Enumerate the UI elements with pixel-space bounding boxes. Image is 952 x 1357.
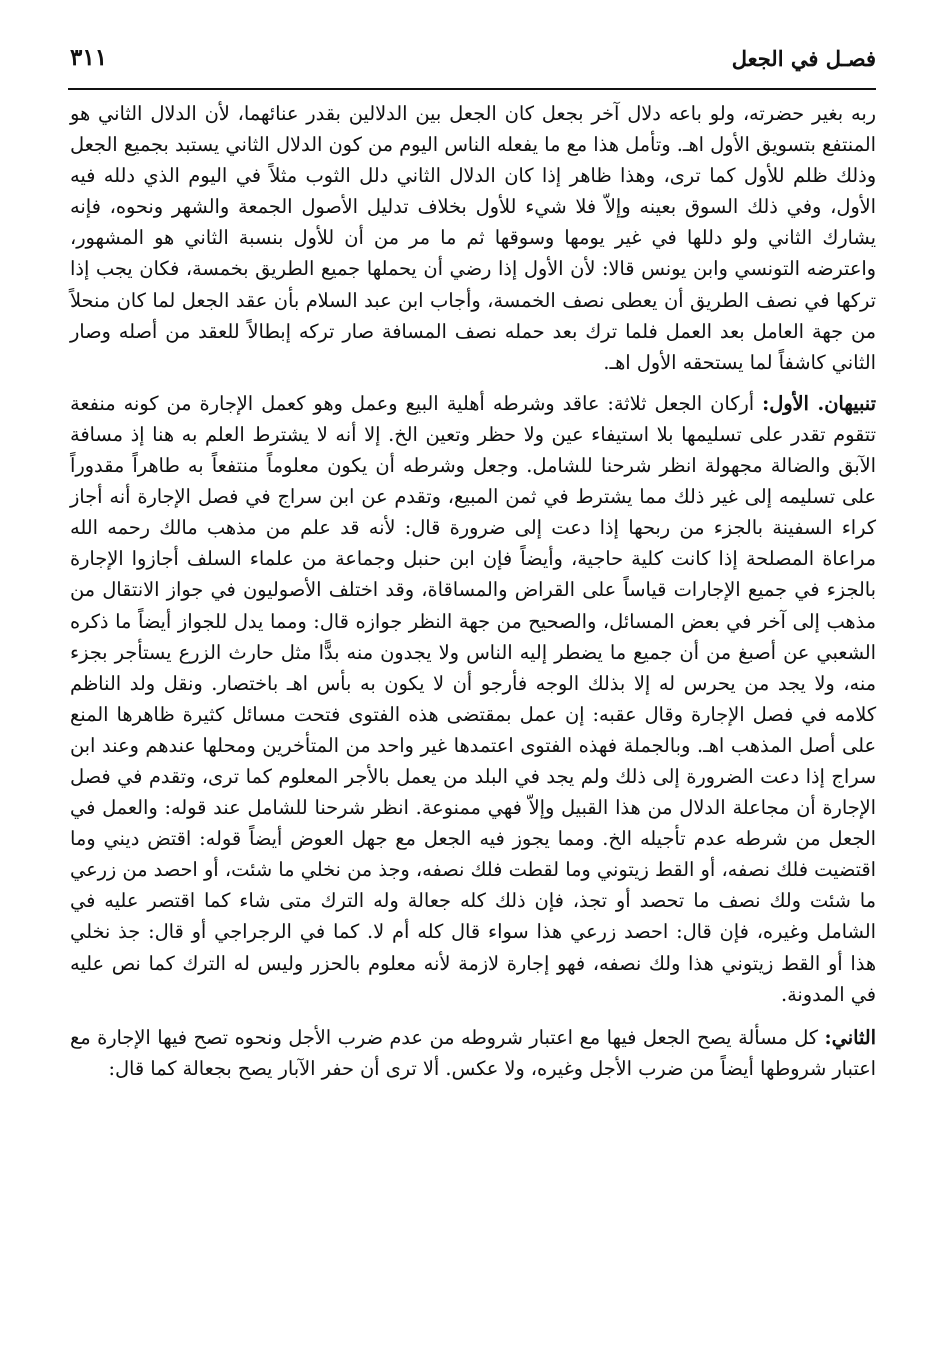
paragraph-text: ربه بغير حضرته، ولو باعه دلال آخر بجعل كان الجعل بين الدلالين بقدر عنائهما، لأن الدلال الثاني هو المنتفع بتسويق الأول اهـ. وتأمل هذا مع ما يفعله الناس اليوم من كون الدلال الثاني يستبد بجميع الجعل وذلك ظلم للأول كما ترى، وهذا ظاهر إذا كان الدلال الثاني دلل الثوب مثلاً في اليوم الذي دلله فيه الأول، وفي ذلك السوق بعينه وإلاّ فلا شيء للأول بخلاف تدليل الأصول الجمعة والشهر ونحوه، فإنه يشارك الثاني ولو دللها في غير يومها وسوقها ثم ما مر من أن للأول بنسبة الثاني هو المشهور، واعترضه التونسي وابن يونس قالا: لأن الأول إذا رضي أن يحملها جميع الطريق بخمسة، فكان يجب إذا تركها في نصف الطريق أن يعطى نصف الخمسة، وأجاب ابن عبد السلام بأن عقد الجعل لما كان منحلاً من جهة العامل بعد العمل فلما ترك بعد حمله نصف المسافة صار تركه إبطالاً للعقد من أصله وصار الثاني كاشفاً لما يستحقه الأول اهـ. <box>70 102 876 374</box>
page-header <box>68 40 876 90</box>
paragraph-text: كل مسألة يصح الجعل فيها مع اعتبار شروطه من عدم ضرب الأجل ونحوه تصح فيها الإجارة مع اعتبار شروطها أيضاً من ضرب الأجل وغيره، ولا عكس. ألا ترى أن حفر الآبار يصح بجعالة كما قال: <box>70 1025 876 1080</box>
paragraph-heading: تنبيهان. الأول: <box>762 391 876 415</box>
body-text <box>70 98 876 1084</box>
page-number: ٣١١ <box>70 44 108 71</box>
paragraph <box>70 1022 876 1084</box>
paragraph-heading: الثاني: <box>824 1025 876 1049</box>
paragraph <box>70 98 876 378</box>
paragraph <box>70 388 876 1010</box>
running-title: فصـل في الجعل <box>731 46 876 71</box>
paragraph-text: أركان الجعل ثلاثة: عاقد وشرطه أهلية البيع وعمل وهو كعمل الإجارة من كونه منفعة تتقوم تقدر على تسليمها بلا استيفاء عين ولا حظر وتعين الخ. إلا أنه لا يشترط العلم به هنا إذ مسافة الآبق والضالة مجهولة انظر شرحنا للشامل. وجعل وشرطه أن يكون معلوماً منتفعاً به طاهراً مقدوراً على تسليمه إلى غير ذلك مما يشترط في ثمن المبيع، وتقدم عن ابن سراج في فصل الإجارة أنه أجاز كراء السفينة بالجزء من ربحها إذا دعت إلى ضرورة قال: لأنه قد علم من مذهب مالك رحمه الله مراعاة المصلحة إذا كانت كلية حاجية، وأيضاً فإن ابن حنبل وجماعة من علماء السلف أجازوا الإجارة بالجزء في جميع الإجارات قياساً على القراض والمساقاة، وقد اختلف الأصوليون في جواز الانتقال من مذهب إلى آخر في بعض المسائل، والصحيح من جهة النظر جوازه قال: ومما يدل للجواز أيضاً ما ذكره الشعبي عن أصبغ من أن جميع ما يضطر إليه الناس ولا يجدون منه بدًّا مثل حارث الزرع يستأجر بجزء منه، ولا يجد من يحرس له إلا بذلك الوجه فأرجو أن لا يكون به بأس اهـ باختصار. ونقل ولد الناظم كلامه في فصل الإجارة وقال عقبه: إن عمل بمقتضى هذه الفتوى فتحت مسائل كثيرة ظاهرها المنع على أصل المذهب اهـ. وبالجملة فهذه الفتوى اعتمدها غير واحد من المتأخرين ومحلها عندهم وعند ابن سراج إذا دعت الضرورة إلى ذلك ولم يجد في البلد من يعمل بالأجر المعلوم كما ترى، وتقدم في فصل الإجارة أن مجاعلة الدلال من هذا القبيل وإلاّ فهي ممنوعة. انظر شرحنا للشامل عند قوله: والعمل في الجعل من شرطه عدم تأجيله الخ. ومما يجوز فيه الجعل مع جهل العوض أيضاً قوله: اقتض ديني وما اقتضيت فلك نصفه، أو القط زيتوني وما لقطت فلك نصفه، وجذ من نخلي ما شئت، أو احصد من زرعي ما شئت ولك نصف ما تحصد أو تجذ، فإن ذلك كله جعالة وله الترك متى شاء كما اقتصر عليه في الشامل وغيره، فإن قال: احصد زرعي هذا سواء قال كله أم لا. كما في الرجراجي أو قال: جذ نخلي هذا أو القط زيتوني هذا ولك نصفه، فهو إجارة لازمة لأنه معلوم بالحزر وليس له الترك كما نص عليه في المدونة. <box>70 391 876 1006</box>
